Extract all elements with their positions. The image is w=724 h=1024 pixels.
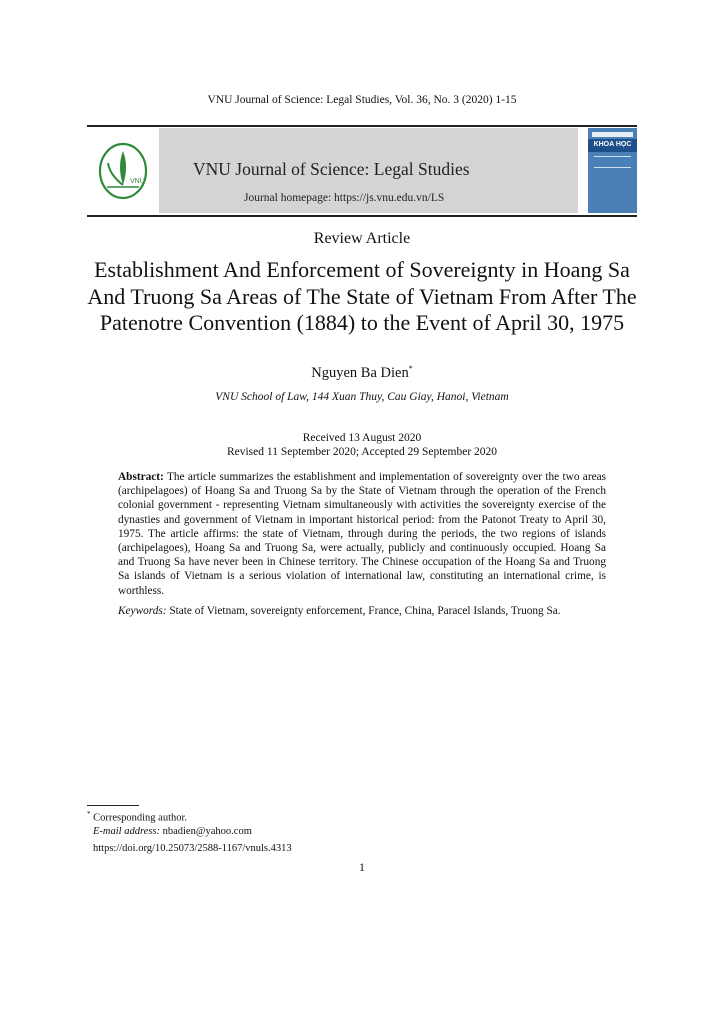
journal-cover-thumbnail bbox=[588, 128, 637, 213]
author-name: Nguyen Ba Dien bbox=[311, 364, 409, 381]
author bbox=[0, 364, 724, 382]
cover-text: KHOA HỌC bbox=[593, 141, 632, 148]
abstract-text: The article summarizes the establishment and implementation of sovereignty over the two areas (archipelagoes) of Hoang Sa and Truong Sa by the State of Vietnam through the operation of the French colonial government - representing Vietnam simultaneously with activities the sovereignty exercise of the dynasties and government of Vietnam in important historical period: from the Patonot Treaty to April 30, 1975. The article affirms: the state of Vietnam, through during the periods, the two regions of islands (archipelagoes), Hoang Sa and Truong Sa, were actually, publicly and continuously occupied. Hoang Sa and Truong Sa have never been in Chinese territory. The Chinese occupation of the Hoang Sa and Truong Sa islands of Vietnam is a serious violation of international law, constituting an international crime, is worthless. bbox=[118, 471, 607, 597]
journal-homepage: Journal homepage: https://js.vnu.edu.vn/LS bbox=[244, 192, 445, 204]
doi-link[interactable]: https://doi.org/10.25073/2588-1167/vnuls.4313 bbox=[93, 843, 292, 854]
journal-title: VNU Journal of Science: Legal Studies bbox=[193, 159, 470, 179]
vnu-logo-icon bbox=[97, 141, 149, 201]
title-line: And Truong Sa Areas of The State of Vietnam From After The bbox=[87, 283, 637, 309]
journal-banner bbox=[87, 128, 637, 213]
header-rule-top bbox=[87, 125, 637, 127]
title-line: Establishment And Enforcement of Sovereignty in Hoang Sa bbox=[94, 257, 630, 282]
article-type: Review Article bbox=[313, 230, 411, 247]
abstract-label: Abstract: bbox=[118, 471, 164, 483]
logo-text: VNU bbox=[130, 177, 145, 185]
keywords-text: State of Vietnam, sovereignty enforcement, France, China, Paracel Islands, Truong Sa. bbox=[169, 605, 561, 617]
abstract bbox=[118, 470, 606, 598]
vnu-logo bbox=[87, 128, 159, 213]
footnote-text: Corresponding author. bbox=[93, 812, 188, 824]
keywords-label: Keywords: bbox=[118, 605, 167, 617]
affiliation: VNU School of Law, 144 Xuan Thuy, Cau Giay, Hanoi, Vietnam bbox=[215, 391, 509, 403]
page-number: 1 bbox=[359, 860, 365, 874]
revised-accepted-date: Revised 11 September 2020; Accepted 29 September 2020 bbox=[226, 446, 498, 458]
banner-title-area bbox=[159, 128, 578, 213]
footnote-rule bbox=[87, 805, 139, 806]
received-date: Received 13 August 2020 bbox=[302, 432, 422, 444]
author-footnote-mark[interactable]: * bbox=[408, 364, 413, 373]
article-title bbox=[60, 257, 664, 337]
header-rule-bottom bbox=[87, 215, 637, 217]
footnote-mark: * bbox=[87, 810, 91, 818]
footnote bbox=[87, 808, 252, 839]
running-head: VNU Journal of Science: Legal Studies, Vol. 36, No. 3 (2020) 1-15 bbox=[207, 94, 517, 106]
email-label: E-mail address: bbox=[93, 826, 160, 837]
email-address[interactable]: nbadien@yahoo.com bbox=[162, 826, 252, 837]
title-line: Patenotre Convention (1884) to the Event of April 30, 1975 bbox=[99, 310, 625, 335]
keywords bbox=[118, 604, 606, 618]
article-dates bbox=[0, 431, 724, 459]
